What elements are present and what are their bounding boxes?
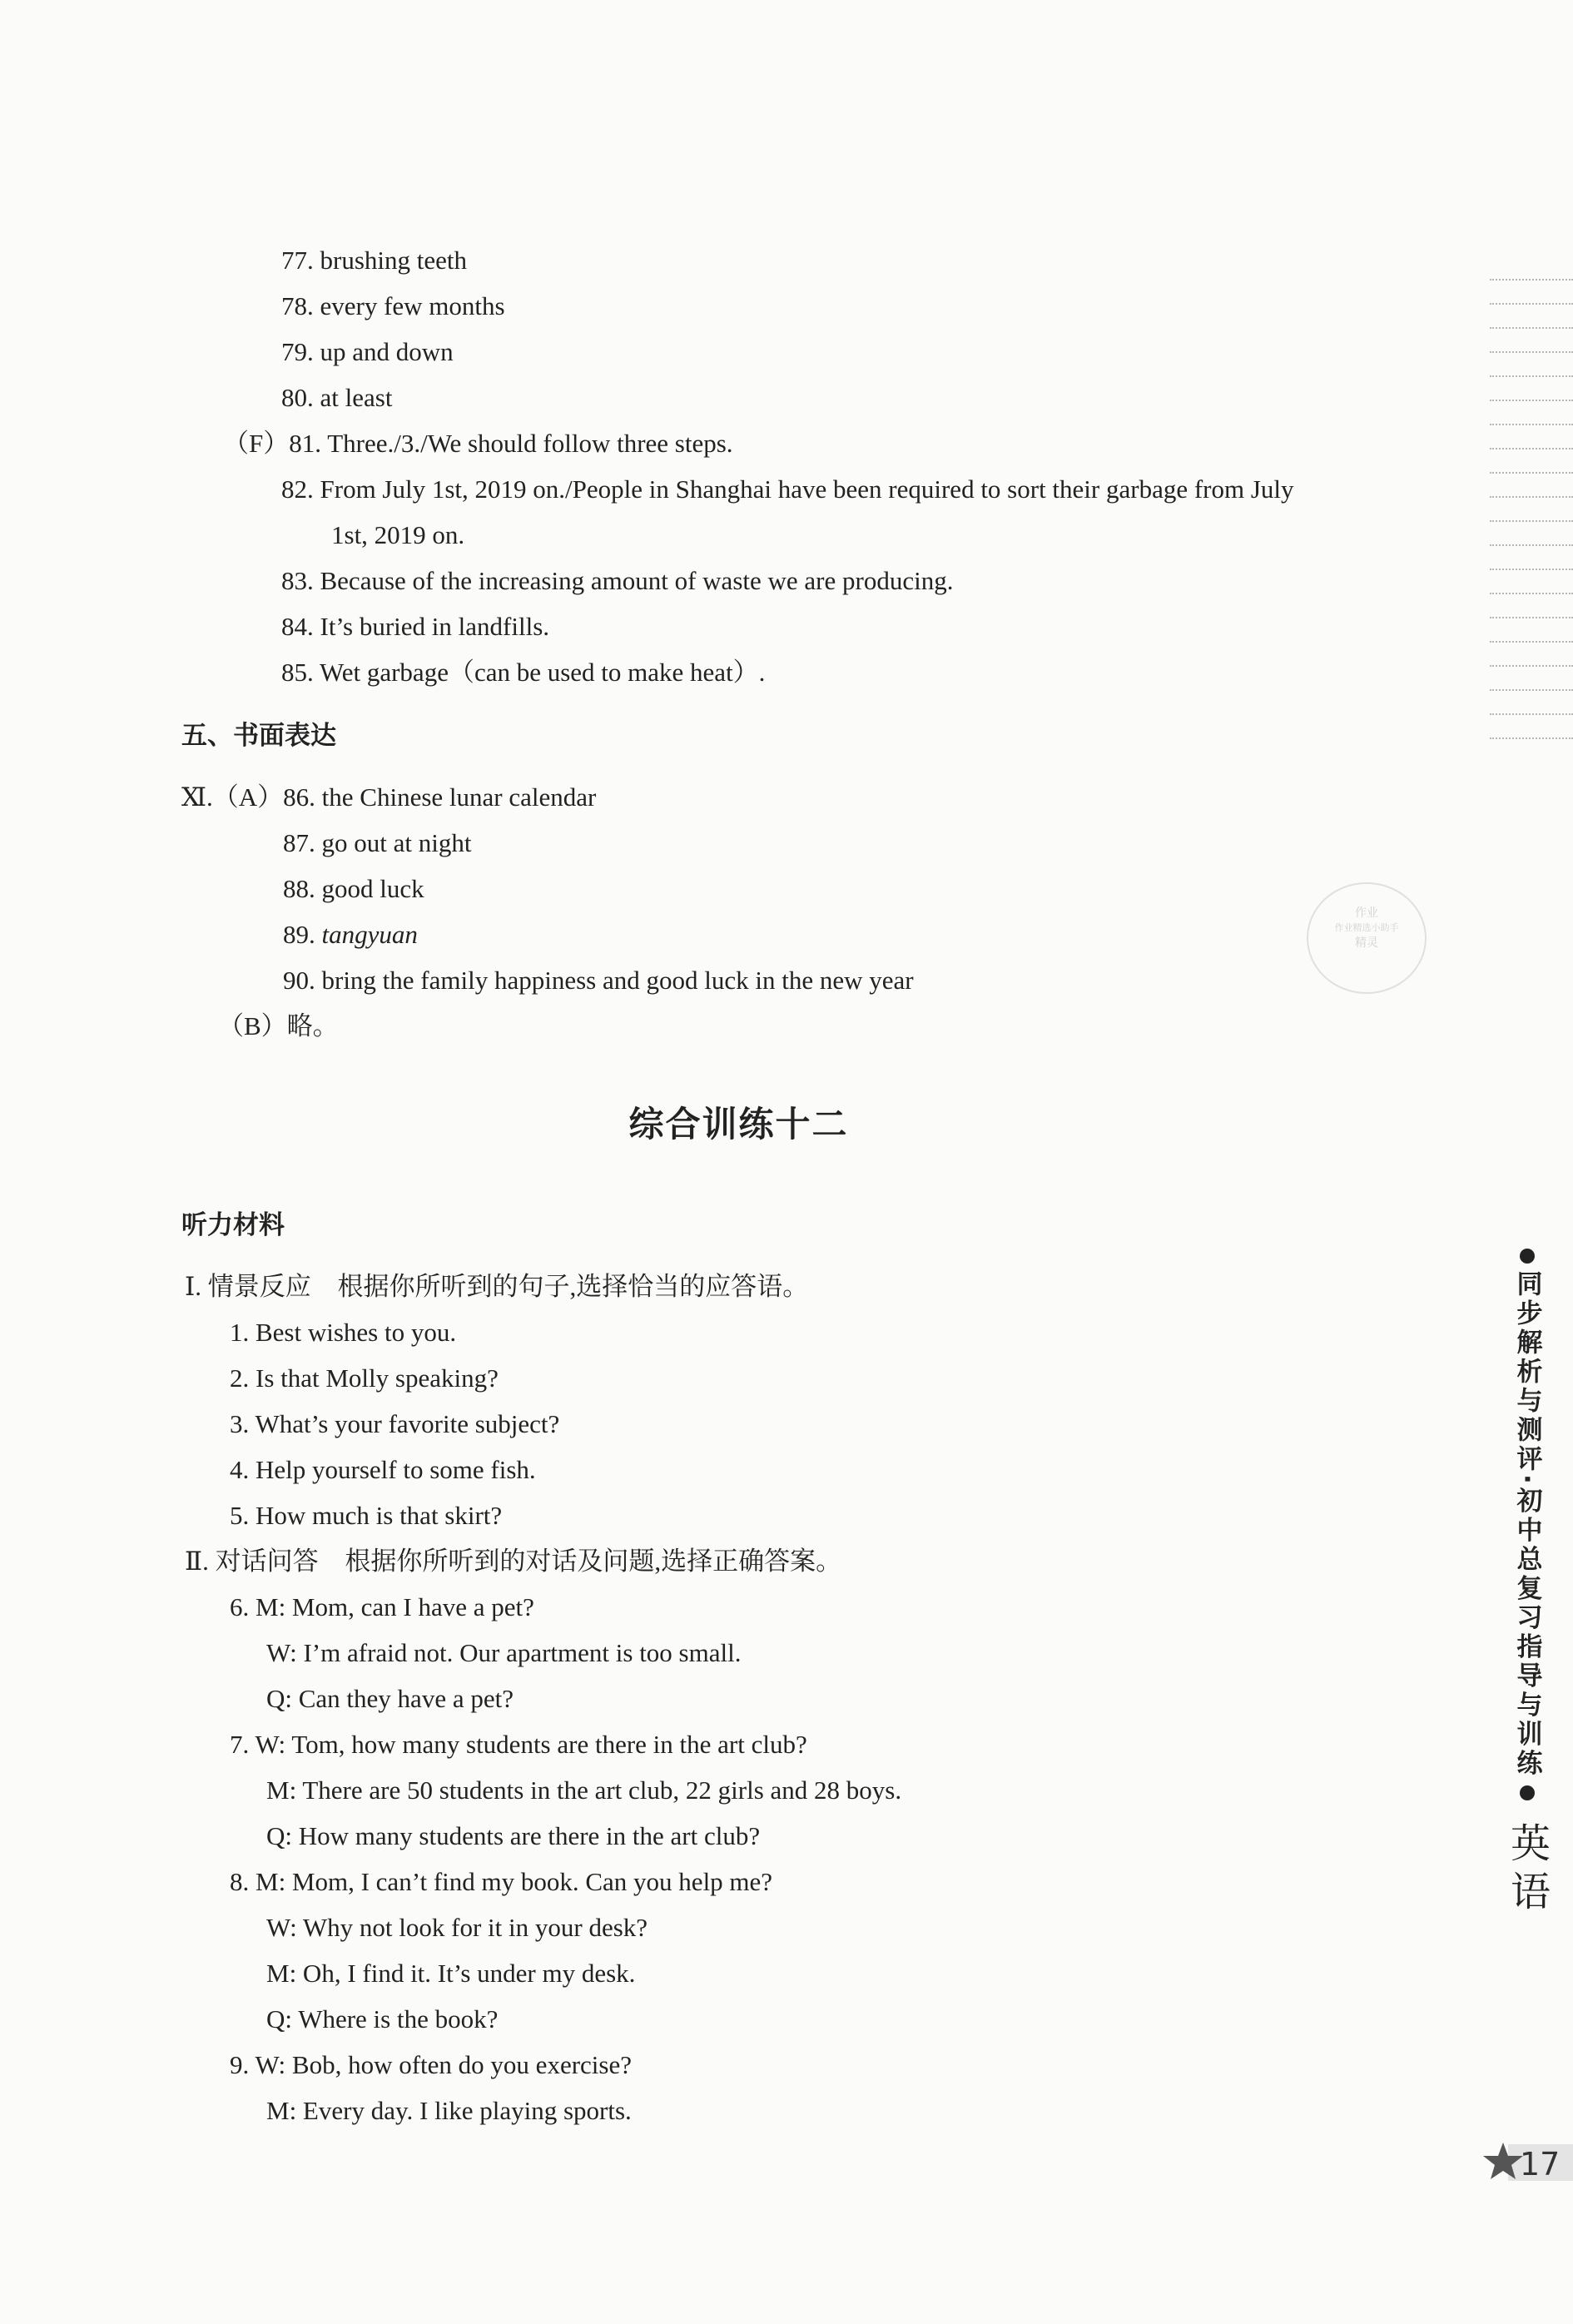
answer-text: bring the family happiness and good luck in the new year xyxy=(321,966,914,995)
answer-text: up and down xyxy=(320,337,454,366)
answer-text: brushing teeth xyxy=(320,246,467,275)
answer-text: Three./3./We should follow three steps. xyxy=(327,429,733,458)
watermark-stamp xyxy=(1307,882,1427,994)
listening-item-1 xyxy=(230,1316,456,1349)
answer-label: 85. xyxy=(281,658,314,687)
answer-label: 89. xyxy=(283,920,315,949)
answer-89 xyxy=(283,918,418,951)
dialogue-6-question: Q: Can they have a pet? xyxy=(266,1684,514,1713)
section-title: 情景反应 xyxy=(207,1272,311,1301)
answer-label: 79. xyxy=(281,337,314,366)
item-text: Is that Molly speaking? xyxy=(256,1363,499,1393)
answer-label: 80. xyxy=(281,383,314,412)
dialogue-7-question: Q: How many students are there in the art club? xyxy=(266,1821,761,1850)
answer-label: 84. xyxy=(281,612,314,641)
dialogue-9-line-2: M: Every day. I like playing sports. xyxy=(266,2096,632,2125)
answer-84 xyxy=(281,610,549,643)
answer-81 xyxy=(223,427,733,460)
answer-79 xyxy=(281,335,454,369)
dialogue-line: M: Mom, I can’t find my book. Can you help me? xyxy=(256,1867,773,1896)
answer-77 xyxy=(281,244,467,277)
section-heading-writing: 五、书面表达 xyxy=(181,721,336,751)
item-text: How much is that skirt? xyxy=(256,1501,503,1530)
dialogue-7-line-2: M: There are 50 students in the art club, 22 girls and 28 boys. xyxy=(266,1775,902,1805)
item-label: 5. xyxy=(230,1501,250,1530)
answer-87 xyxy=(283,827,471,860)
page-number-badge xyxy=(1483,2139,1573,2189)
item-label: 9. xyxy=(230,2050,250,2079)
answer-label: 90. xyxy=(283,966,315,995)
dialogue-6-line-1 xyxy=(230,1591,534,1624)
answer-label: Ⅺ.（A）86. xyxy=(181,782,315,812)
answer-text: every few months xyxy=(320,291,505,320)
section-instruction: 根据你所听到的句子,选择恰当的应答语。 xyxy=(337,1272,809,1301)
answer-text: go out at night xyxy=(321,828,472,857)
answer-86 xyxy=(181,781,596,814)
item-label: 3. xyxy=(230,1409,250,1438)
answer-text: at least xyxy=(320,383,393,412)
listening-item-5 xyxy=(230,1499,502,1532)
item-label: 1. xyxy=(230,1318,250,1347)
stamp-text-middle: 作业精选小助手 xyxy=(1334,922,1399,933)
listening-section-1-header xyxy=(185,1270,808,1304)
item-label: 4. xyxy=(230,1455,250,1484)
margin-note-lines xyxy=(1490,279,1573,762)
section-heading-listening: 听力材料 xyxy=(181,1210,285,1240)
answer-text: good luck xyxy=(321,874,424,903)
answer-label: 77. xyxy=(281,246,314,275)
section-title: 对话问答 xyxy=(215,1547,319,1576)
listening-item-4 xyxy=(230,1453,536,1487)
answer-label: 88. xyxy=(283,874,315,903)
item-text: Help yourself to some fish. xyxy=(256,1455,536,1484)
item-label: 7. xyxy=(230,1730,250,1759)
dialogue-line: W: Tom, how many students are there in the art club? xyxy=(255,1730,807,1759)
stamp-text-top: 作业 xyxy=(1355,906,1378,920)
answer-text: tangyuan xyxy=(321,920,418,949)
answer-82-continued xyxy=(331,519,464,552)
section-instruction: 根据你所听到的对话及问题,选择正确答案。 xyxy=(345,1547,842,1576)
answer-label: （F）81. xyxy=(223,429,321,458)
answer-82 xyxy=(281,473,1294,506)
answer-80 xyxy=(281,381,392,415)
answer-text: Wet garbage（can be used to make heat）. xyxy=(319,658,766,687)
item-text: What’s your favorite subject? xyxy=(255,1409,560,1438)
answer-text: From July 1st, 2019 on./People in Shanghai have been required to sort their garbage from July xyxy=(320,474,1294,504)
answer-label: 87. xyxy=(283,828,315,857)
series-side-band xyxy=(1503,1249,1551,1919)
series-title: 同步解析与测评·初中总复习指导与训练 xyxy=(1511,1270,1542,1779)
item-label: 8. xyxy=(230,1867,250,1896)
answer-88 xyxy=(283,872,424,906)
dialogue-line: W: Bob, how often do you exercise? xyxy=(255,2050,632,2079)
bullet-dot-icon xyxy=(1520,1785,1535,1800)
answer-85 xyxy=(281,656,765,689)
listening-section-2-header xyxy=(185,1545,841,1578)
page-number: 17 xyxy=(1520,2146,1561,2182)
answer-text: 1st, 2019 on. xyxy=(331,520,465,549)
dialogue-8-line-1 xyxy=(230,1865,772,1899)
listening-item-3 xyxy=(230,1408,559,1441)
answer-83 xyxy=(281,564,953,598)
dialogue-9-line-1 xyxy=(230,2048,632,2082)
section-label: Ⅰ. xyxy=(185,1272,201,1301)
dialogue-line: M: Mom, can I have a pet? xyxy=(256,1592,534,1621)
answer-text: It’s buried in landfills. xyxy=(320,612,550,641)
dialogue-8-question: Q: Where is the book? xyxy=(266,2004,499,2034)
subject-label: 英语 xyxy=(1503,1821,1551,1919)
bullet-dot-icon xyxy=(1520,1249,1535,1264)
dialogue-8-line-3: M: Oh, I find it. It’s under my desk. xyxy=(266,1959,636,1988)
dialogue-8-line-2: W: Why not look for it in your desk? xyxy=(266,1913,648,1942)
answer-label: 82. xyxy=(281,474,314,504)
listening-item-2 xyxy=(230,1362,499,1395)
dialogue-7-line-1 xyxy=(230,1728,807,1761)
page-title: 综合训练十二 xyxy=(628,1104,849,1145)
answer-text: the Chinese lunar calendar xyxy=(321,782,597,812)
item-text: Best wishes to you. xyxy=(256,1318,457,1347)
stamp-text-bottom: 精灵 xyxy=(1355,936,1378,950)
part-b-note: （B）略。 xyxy=(218,1011,339,1040)
answer-label: 78. xyxy=(281,291,314,320)
answer-label: 83. xyxy=(281,566,314,595)
item-label: 2. xyxy=(230,1363,250,1393)
answer-90 xyxy=(283,964,914,997)
section-label: Ⅱ. xyxy=(185,1547,209,1576)
answer-78 xyxy=(281,290,505,323)
answer-text: Because of the increasing amount of waste we are producing. xyxy=(320,566,954,595)
item-label: 6. xyxy=(230,1592,250,1621)
dialogue-6-line-2: W: I’m afraid not. Our apartment is too small. xyxy=(266,1638,742,1667)
